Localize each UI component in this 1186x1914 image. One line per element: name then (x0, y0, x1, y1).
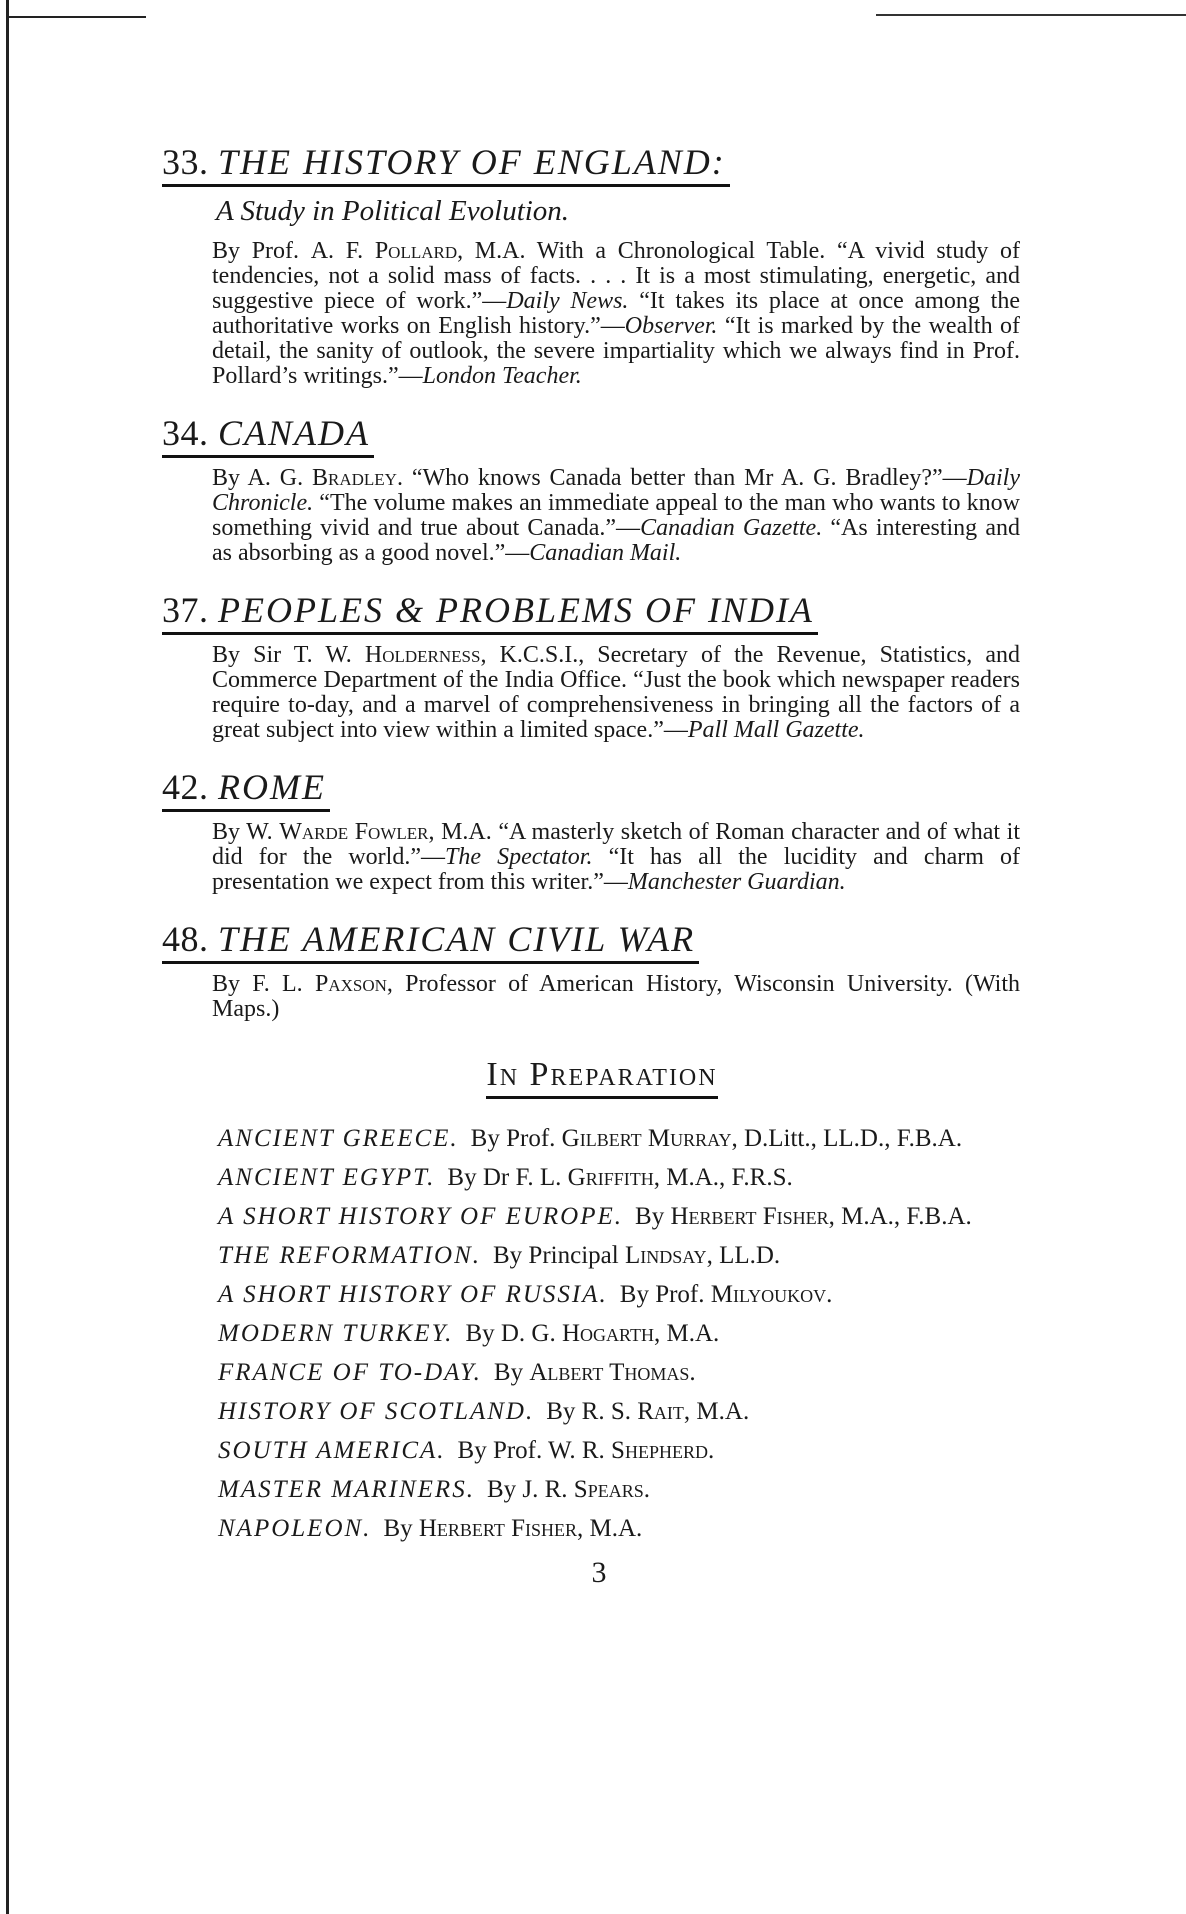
page-content (160, 140, 1020, 1590)
list-item (218, 1162, 1020, 1193)
by-text: By Sir T. W. (212, 642, 365, 668)
author-name: Shepherd (611, 1437, 708, 1464)
book-title: SOUTH AMERICA. (218, 1437, 446, 1464)
author-name: Warde Fowler (279, 819, 429, 845)
author-credentials: , M.A. (577, 1515, 643, 1542)
body-text: . “Who knows Canada better than Mr A. G. Bradley?”— (396, 465, 967, 491)
in-preparation-list (218, 1123, 1020, 1544)
entry-body (212, 239, 1020, 389)
list-item (218, 1435, 1020, 1466)
entry-heading (162, 765, 330, 812)
author-name: Albert Thomas (529, 1359, 690, 1386)
list-item (218, 1123, 1020, 1154)
entry-number: 34. (162, 413, 209, 453)
entry-heading (162, 588, 818, 635)
scan-border-top-left (6, 16, 146, 18)
by-text: By D. G. (465, 1320, 562, 1347)
book-title: ANCIENT EGYPT. (218, 1164, 436, 1191)
body-text: “It has all the lucidity and charm of presentation we expect from this writer.”— (212, 844, 1020, 895)
author-name: Holderness (364, 642, 481, 668)
review-source: Pall Mall Gazette. (687, 717, 865, 743)
list-item (218, 1513, 1020, 1544)
by-text: By (383, 1515, 419, 1542)
by-text: By Dr F. L. (447, 1164, 568, 1191)
entry-subtitle: A Study in Political Evolution. (216, 195, 570, 227)
entry-title: THE AMERICAN CIVIL WAR (218, 919, 696, 959)
by-text: By F. L. (212, 971, 315, 997)
entry-number: 48. (162, 919, 209, 959)
in-preparation-heading (160, 1056, 1020, 1099)
entry-42 (160, 765, 1020, 895)
review-source: The Spectator. (445, 844, 593, 870)
book-title: NAPOLEON. (218, 1515, 372, 1542)
entry-33 (160, 140, 1020, 389)
entry-37 (160, 588, 1020, 743)
entry-heading (162, 411, 374, 458)
body-text: , K.C.S.I., Secretary of the Revenue, Statistics, and Commerce Department of the India Office. “Just the book which newspaper readers require to-day, and a marvel of comprehensiveness in bringing all the factors of a great subject into view within a limited space.”— (212, 642, 1020, 743)
author-name: Paxson (314, 971, 387, 997)
book-title: A SHORT HISTORY OF EUROPE. (218, 1203, 624, 1230)
entry-title: PEOPLES & PROBLEMS OF INDIA (218, 590, 814, 630)
body-text: “It is marked by the wealth of detail, the sanity of outlook, the severe impartiality which we always find in Prof. Pollard’s writings.”— (212, 313, 1020, 389)
author-credentials: . (643, 1476, 650, 1503)
list-item (218, 1318, 1020, 1349)
by-text: By Prof. W. R. (457, 1437, 612, 1464)
entry-title: ROME (218, 767, 326, 807)
author-name: Herbert Fisher (670, 1203, 829, 1230)
body-text: , M.A. With a Chronological Table. “A vivid study of tendencies, not a solid mass of facts. . . . It is a most stimulating, energetic, and suggestive piece of work.”— (212, 238, 1021, 314)
author-credentials: . (826, 1281, 833, 1308)
book-title: THE REFORMATION. (218, 1242, 481, 1269)
entry-48 (160, 917, 1020, 1022)
by-text: By A. G. (212, 465, 312, 491)
in-preparation-heading-text: In Preparation (486, 1056, 717, 1099)
author-credentials: , M.A., F.R.S. (653, 1164, 793, 1191)
entry-title: THE HISTORY OF ENGLAND: (218, 142, 726, 182)
book-title: HISTORY OF SCOTLAND. (218, 1398, 535, 1425)
book-title: MASTER MARINERS. (218, 1476, 475, 1503)
author-credentials: , LL.D. (706, 1242, 781, 1269)
entry-number: 42. (162, 767, 209, 807)
by-text: By (635, 1203, 671, 1230)
entry-title: CANADA (218, 413, 370, 453)
list-item (218, 1396, 1020, 1427)
author-name: Hogarth (561, 1320, 654, 1347)
by-text: By Prof. (212, 238, 311, 264)
list-item (218, 1474, 1020, 1505)
review-source: Manchester Guardian. (627, 869, 846, 895)
author-credentials: , D.Litt., LL.D., F.B.A. (731, 1125, 963, 1152)
author-credentials: . (707, 1437, 715, 1464)
author-name: Griffith (567, 1164, 654, 1191)
review-source: Observer. (624, 313, 718, 339)
body-text: , M.A. “A masterly sketch of Roman character and of what it did for the world.”— (212, 819, 1020, 870)
by-text: By Prof. (470, 1125, 562, 1152)
author-name: Spears (573, 1476, 644, 1503)
entry-heading (162, 140, 730, 187)
entry-34 (160, 411, 1020, 566)
entry-body (212, 643, 1020, 743)
author-name: Rait (637, 1398, 684, 1425)
by-text: By J. R. (486, 1476, 574, 1503)
author-name: Herbert Fisher (418, 1515, 578, 1542)
scan-border-left (6, 0, 9, 1914)
book-title: ANCIENT GREECE. (218, 1125, 459, 1152)
author-credentials: , M.A. (683, 1398, 750, 1425)
author-name: Milyoukov (710, 1281, 827, 1308)
entry-body (212, 466, 1020, 566)
by-text: By W. (212, 819, 280, 845)
by-text: By R. S. (546, 1398, 638, 1425)
scan-border-top-right (876, 14, 1186, 16)
list-item (218, 1240, 1020, 1271)
book-title: MODERN TURKEY. (218, 1320, 454, 1347)
body-text: “It takes its place at once among the authoritative works on English history.”— (212, 288, 1020, 339)
book-title: A SHORT HISTORY OF RUSSIA. (218, 1281, 608, 1308)
author-name: Lindsay (624, 1242, 707, 1269)
list-item (218, 1357, 1020, 1388)
body-text: “As interesting and as absorbing as a good novel.”— (212, 515, 1020, 566)
author-credentials: . (689, 1359, 696, 1386)
review-source: London Teacher. (422, 363, 582, 389)
entry-number: 37. (162, 590, 209, 630)
author-name: Gilbert Murray (561, 1125, 732, 1152)
entry-body (212, 820, 1020, 895)
list-item (218, 1201, 1020, 1232)
author-credentials: , M.A. (653, 1320, 720, 1347)
list-item (218, 1279, 1020, 1310)
page-number: 3 (591, 1556, 607, 1589)
by-text: By (493, 1359, 530, 1386)
book-title: FRANCE OF TO-DAY. (218, 1359, 482, 1386)
review-source: Daily Chronicle. (212, 465, 1020, 516)
by-text: By Prof. (619, 1281, 711, 1308)
by-text: By Principal (493, 1242, 625, 1269)
body-text: “The volume makes an immediate appeal to the man who wants to know something vivid and true about Canada.”— (212, 490, 1020, 541)
author-name: A. F. Pollard (310, 238, 458, 264)
entry-heading (162, 917, 699, 964)
review-source: Canadian Gazette. (640, 515, 823, 541)
review-source: Daily News. (506, 288, 629, 314)
review-source: Canadian Mail. (529, 540, 682, 566)
body-text: , Professor of American History, Wisconsin University. (With Maps.) (212, 971, 1021, 1022)
author-name: Bradley (311, 465, 397, 491)
entry-number: 33. (162, 142, 209, 182)
entry-body (212, 972, 1020, 1022)
author-credentials: , M.A., F.B.A. (828, 1203, 972, 1230)
